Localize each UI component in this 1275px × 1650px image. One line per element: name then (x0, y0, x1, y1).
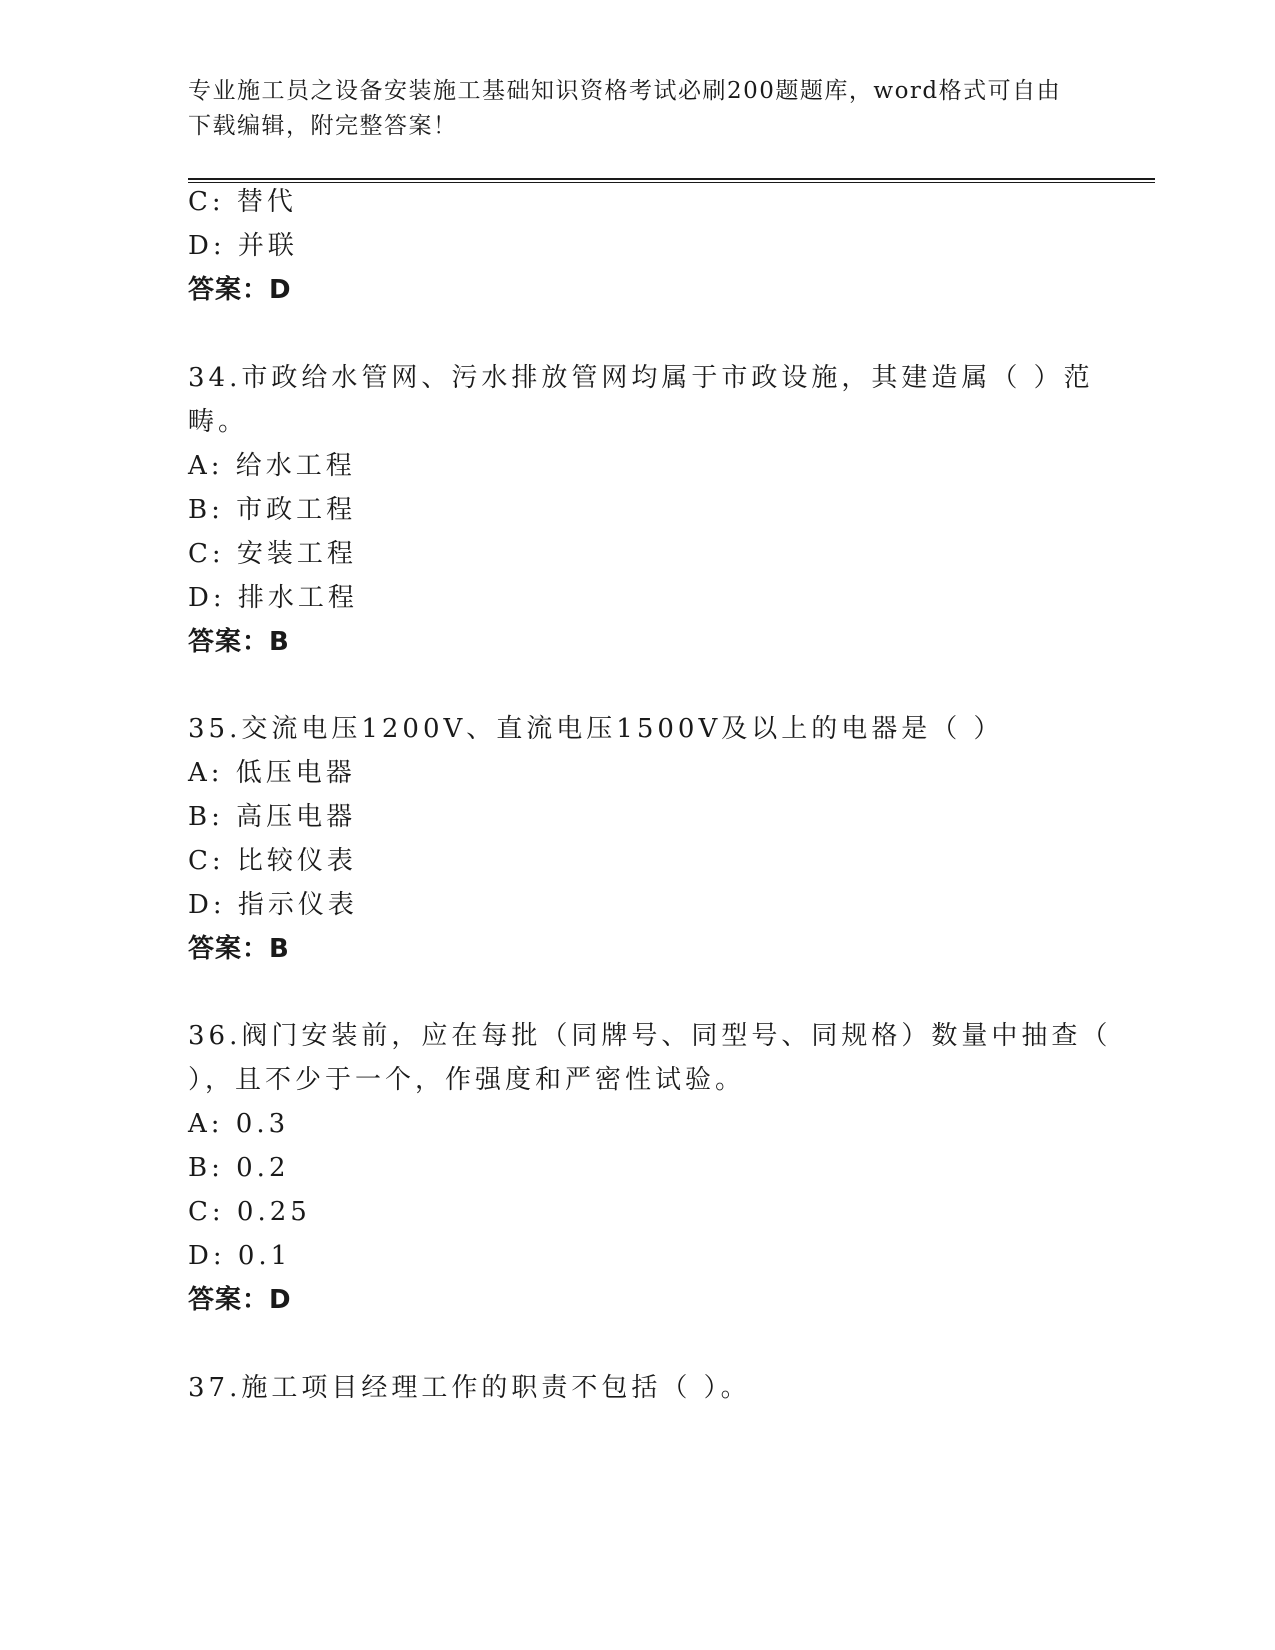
q35-stem-line-1: 35.交流电压1200V、直流电压1500V及以上的电器是（ ） (188, 714, 1004, 744)
q36-option-b: B: 0.2 (188, 1153, 290, 1183)
q36-stem-line-2: ），且不少于一个，作强度和严密性试验。 (188, 1065, 746, 1095)
q36-option-a: A: 0.3 (188, 1109, 290, 1139)
q35-answer: 答案：B (188, 934, 290, 964)
q33-option-d: D: 并联 (188, 231, 298, 261)
q36-option-c: C: 0.25 (188, 1197, 311, 1227)
q37-stem-line-1: 37.施工项目经理工作的职责不包括（ ）。 (188, 1373, 751, 1403)
q35-option-a: A: 低压电器 (188, 758, 356, 788)
header-divider-thick (188, 178, 1155, 180)
q34-stem-line-1: 34.市政给水管网、污水排放管网均属于市政设施，其建造属（ ）范 (188, 363, 1094, 393)
header-divider-thin (188, 182, 1155, 183)
q35-option-b: B: 高压电器 (188, 802, 357, 832)
q36-stem-line-1: 36.阀门安装前，应在每批（同牌号、同型号、同规格）数量中抽查（ (188, 1021, 1112, 1051)
q36-option-d: D: 0.1 (188, 1241, 292, 1271)
header-title-line-2: 下载编辑，附完整答案！ (188, 113, 458, 139)
q34-option-a: A: 给水工程 (188, 451, 356, 481)
q34-stem-line-2: 畴。 (188, 407, 249, 437)
q34-option-c: C: 安装工程 (188, 539, 357, 569)
header-title-line-1: 专业施工员之设备安装施工基础知识资格考试必刷200题题库，word格式可自由 (188, 78, 1062, 104)
q33-option-c: C: 替代 (188, 187, 297, 217)
q33-answer: 答案：D (188, 275, 292, 305)
document-header (188, 74, 1088, 144)
q36-answer: 答案：D (188, 1285, 292, 1315)
q34-answer: 答案：B (188, 627, 290, 657)
q35-option-c: C: 比较仪表 (188, 846, 357, 876)
q35-option-d: D: 指示仪表 (188, 890, 358, 920)
q34-option-d: D: 排水工程 (188, 583, 358, 613)
q34-option-b: B: 市政工程 (188, 495, 357, 525)
